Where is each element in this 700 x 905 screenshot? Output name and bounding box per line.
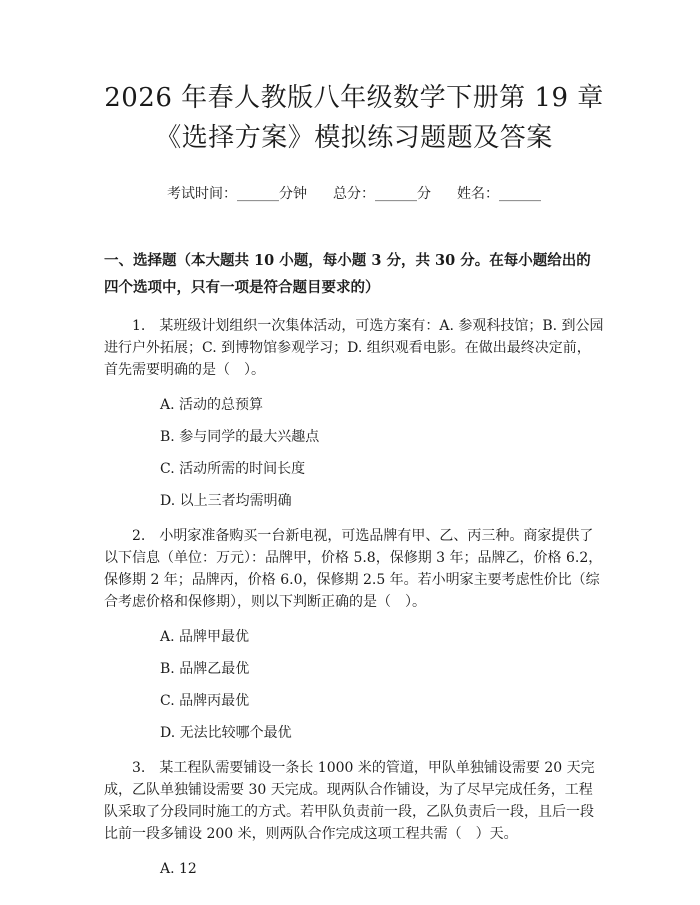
question-stem: 1. 某班级计划组织一次集体活动，可选方案有：A. 参观科技馆；B. 到公园进行户外拓展；C. 到博物馆参观学习；D. 组织观看电影。在做出最终决定前，首先需要明确的是（ ）。 — [104, 318, 604, 378]
exam-info — [104, 183, 604, 203]
question-stem: 2. 小明家准备购买一台新电视，可选品牌有甲、乙、丙三种。商家提供了以下信息（单位：万元）：品牌甲，价格 5.8，保修期 3 年；品牌乙，价格 6.2，保修期 2 年；品牌丙，价格 6.0，保修期 2.5 年。若小明家主要考虑性价比（综合考虑价格和保修期），则以下判断正确的是（ ）。 — [104, 528, 603, 610]
option-c: C. 活动所需的时间长度 — [160, 461, 306, 477]
option-d: D. 无法比较哪个最优 — [160, 725, 292, 741]
question-3 — [104, 757, 604, 879]
exam-time-field: 考试时间：______分钟 — [167, 186, 307, 202]
question-stem: 3. 某工程队需要铺设一条长 1000 米的管道，甲队单独铺设需要 20 天完成，乙队单独铺设需要 30 天完成。现两队合作铺设，为了尽早完成任务，工程队采取了分段同时施工的方式。若甲队负责前一段，乙队负责后一段，且后一段比前一段多铺设 200 米，则两队合作完成这项工程共需（ ）天。 — [104, 760, 595, 842]
option-a: A. 活动的总预算 — [160, 397, 264, 413]
option-c: C. 品牌丙最优 — [160, 693, 250, 709]
title-block — [104, 0, 604, 158]
exam-name-field: 姓名：______ — [457, 186, 541, 202]
option-a: A. 品牌甲最优 — [160, 629, 250, 645]
document-title-line-2: 《选择方案》模拟练习题题及答案 — [155, 123, 553, 153]
option-list — [160, 395, 604, 511]
question-1 — [104, 315, 604, 511]
option-d: D. 以上三者均需明确 — [160, 493, 292, 509]
option-list — [160, 627, 604, 743]
question-2 — [104, 525, 604, 743]
exam-score-field: 总分：______分 — [333, 186, 431, 202]
option-b: B. 品牌乙最优 — [160, 661, 250, 677]
option-b: B. 参与同学的最大兴趣点 — [160, 429, 320, 445]
option-a: A. 12 — [160, 861, 197, 877]
document-title-line-1: 2026 年春人教版八年级数学下册第 19 章 — [104, 83, 604, 113]
option-list — [160, 859, 604, 879]
section-heading: 一、选择题（本大题共 10 小题，每小题 3 分，共 30 分。在每小题给出的四个选项中，只有一项是符合题目要求的） — [104, 252, 591, 296]
